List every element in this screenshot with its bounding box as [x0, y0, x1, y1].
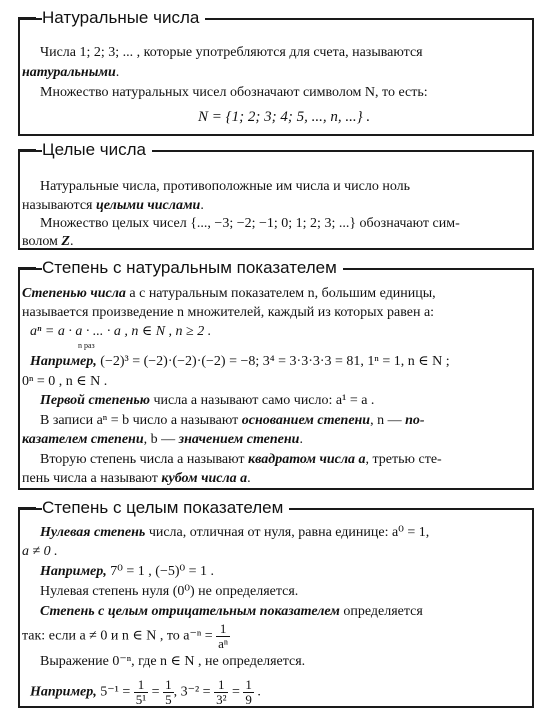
- text: , 3⁻² =: [173, 684, 215, 700]
- term-negative-power: Степень с целым отрицательным показателем: [40, 604, 340, 619]
- section-title: Целые числа: [42, 140, 152, 160]
- text-line: [22, 430, 303, 449]
- text-line: [22, 469, 251, 488]
- text-line: Выражение 0⁻ⁿ, где n ∈ N , не определяется.: [40, 654, 306, 669]
- text-line: [40, 562, 214, 581]
- text-line: Нулевая степень нуля (0⁰) не определяется.: [40, 584, 299, 599]
- integer-power-header: [18, 493, 289, 523]
- text-line: Числа 1; 2; 3; ... , которые употребляются для счета, называются: [40, 45, 423, 60]
- text: называются: [22, 198, 93, 213]
- text-line: [22, 196, 204, 215]
- fraction: [163, 678, 174, 707]
- formula-natural-set: N = {1; 2; 3; 4; 5, ..., n, ...} .: [198, 109, 371, 125]
- numerator: 1: [214, 678, 228, 693]
- formula-power: aⁿ = a · a · ... · a , n ∈ N , n ≥ 2 .: [30, 324, 212, 339]
- text: , n —: [370, 413, 402, 428]
- punct: .: [69, 234, 74, 249]
- text-line: [30, 352, 450, 371]
- term-natural: натуральными: [22, 65, 116, 80]
- denominator: aⁿ: [218, 636, 229, 651]
- term-first-power: Первой степенью: [40, 393, 150, 408]
- numerator: 1: [165, 677, 172, 692]
- text: В записи aⁿ = b число a называют: [40, 413, 242, 428]
- text: , b —: [143, 432, 179, 447]
- fraction: [214, 678, 228, 707]
- text: числа, отличная от нуля, равна единице: a⁰ = 1,: [145, 525, 430, 540]
- numerator: 1: [134, 678, 148, 693]
- term-zero-power: Нулевая степень: [40, 525, 146, 540]
- text-line: называется произведение n множителей, каждый из которых равен a:: [22, 305, 435, 320]
- example-label: Например,: [30, 354, 97, 369]
- text-line: Множество натуральных чисел обозначают символом N, то есть:: [40, 85, 428, 100]
- term-cube: кубом числа a: [161, 471, 248, 486]
- example-label: Например,: [30, 684, 97, 700]
- header-dash: [18, 507, 36, 509]
- term-exponent: казателем степени: [22, 432, 144, 447]
- fraction: [216, 622, 230, 651]
- symbol-z: Z: [61, 234, 70, 249]
- text-line: [22, 284, 436, 303]
- header-dash: [18, 17, 36, 19]
- text: пень числа a называют: [22, 471, 162, 486]
- denominator: 5¹: [135, 692, 147, 707]
- term-square: квадратом числа a: [248, 452, 366, 467]
- text-line: [40, 450, 442, 469]
- text-line: [40, 602, 423, 621]
- text: , третью сте-: [365, 452, 442, 467]
- text-line: a ≠ 0 .: [22, 544, 58, 559]
- denominator: 9: [245, 692, 252, 707]
- text-line: [22, 63, 119, 82]
- underbrace-note: n раз: [78, 341, 95, 350]
- text-line: [40, 523, 429, 542]
- text-line: [22, 232, 73, 251]
- term-exponent-start: по-: [401, 413, 425, 428]
- text: (−2)³ = (−2)·(−2)·(−2) = −8; 3⁴ = 3·3·3·3 = 81, 1ⁿ = 1, n ∈ N ;: [96, 354, 450, 369]
- term-integers: целыми числами: [96, 198, 201, 213]
- punct: .: [247, 471, 251, 486]
- natural-numbers-header: [18, 3, 205, 33]
- text: 7⁰ = 1 , (−5)⁰ = 1 .: [106, 564, 215, 579]
- text-line: Множество целых чисел {..., −3; −2; −1; 0; 1; 2; 3; ...} обозначают сим-: [40, 216, 460, 231]
- text-line: 0ⁿ = 0 , n ∈ N .: [22, 374, 108, 389]
- text: определяется: [339, 604, 423, 619]
- section-title: Натуральные числа: [42, 8, 205, 28]
- text: числа a называют само число: a¹ = a .: [149, 393, 375, 408]
- fraction: [243, 678, 254, 707]
- text: a с натуральным показателем n, большим единицы,: [125, 286, 436, 301]
- text-line: [40, 391, 374, 410]
- text: так: если a ≠ 0 и n ∈ N , то a⁻ⁿ =: [22, 628, 217, 644]
- text: волом: [22, 234, 58, 249]
- term-base: основанием степени: [241, 413, 371, 428]
- text-line: Например, 5⁻¹ = $\frac{1}{\text{5¹}}$ = $\frac{1}{5}$ , 3⁻² = $\frac{1}{\text{3²}}$ = $\frac{1}{9}$ .: [30, 677, 261, 707]
- punct: .: [299, 432, 303, 447]
- header-dash: [18, 149, 36, 151]
- punct: .: [115, 65, 120, 80]
- punct: .: [200, 198, 204, 213]
- section-title: Степень с целым показателем: [42, 498, 289, 518]
- fraction: [134, 678, 148, 707]
- text: Вторую степень числа a называют: [40, 452, 249, 467]
- header-dash: [18, 267, 36, 269]
- example-label: Например,: [40, 564, 107, 579]
- text-line: Натуральные числа, противоположные им числа и число ноль: [40, 179, 411, 194]
- integers-header: [18, 135, 152, 165]
- numerator: 1: [216, 622, 230, 637]
- text-line: [40, 411, 425, 430]
- numerator: 1: [245, 677, 252, 692]
- denominator: 3²: [216, 692, 227, 707]
- term-value: значением степени: [178, 432, 300, 447]
- text-line: [22, 622, 230, 651]
- term-power: Степенью числа: [22, 286, 126, 301]
- section-title: Степень с натуральным показателем: [42, 258, 343, 278]
- denominator: 5: [165, 692, 172, 707]
- natural-power-header: [18, 253, 343, 283]
- text: 5⁻¹ =: [96, 684, 134, 700]
